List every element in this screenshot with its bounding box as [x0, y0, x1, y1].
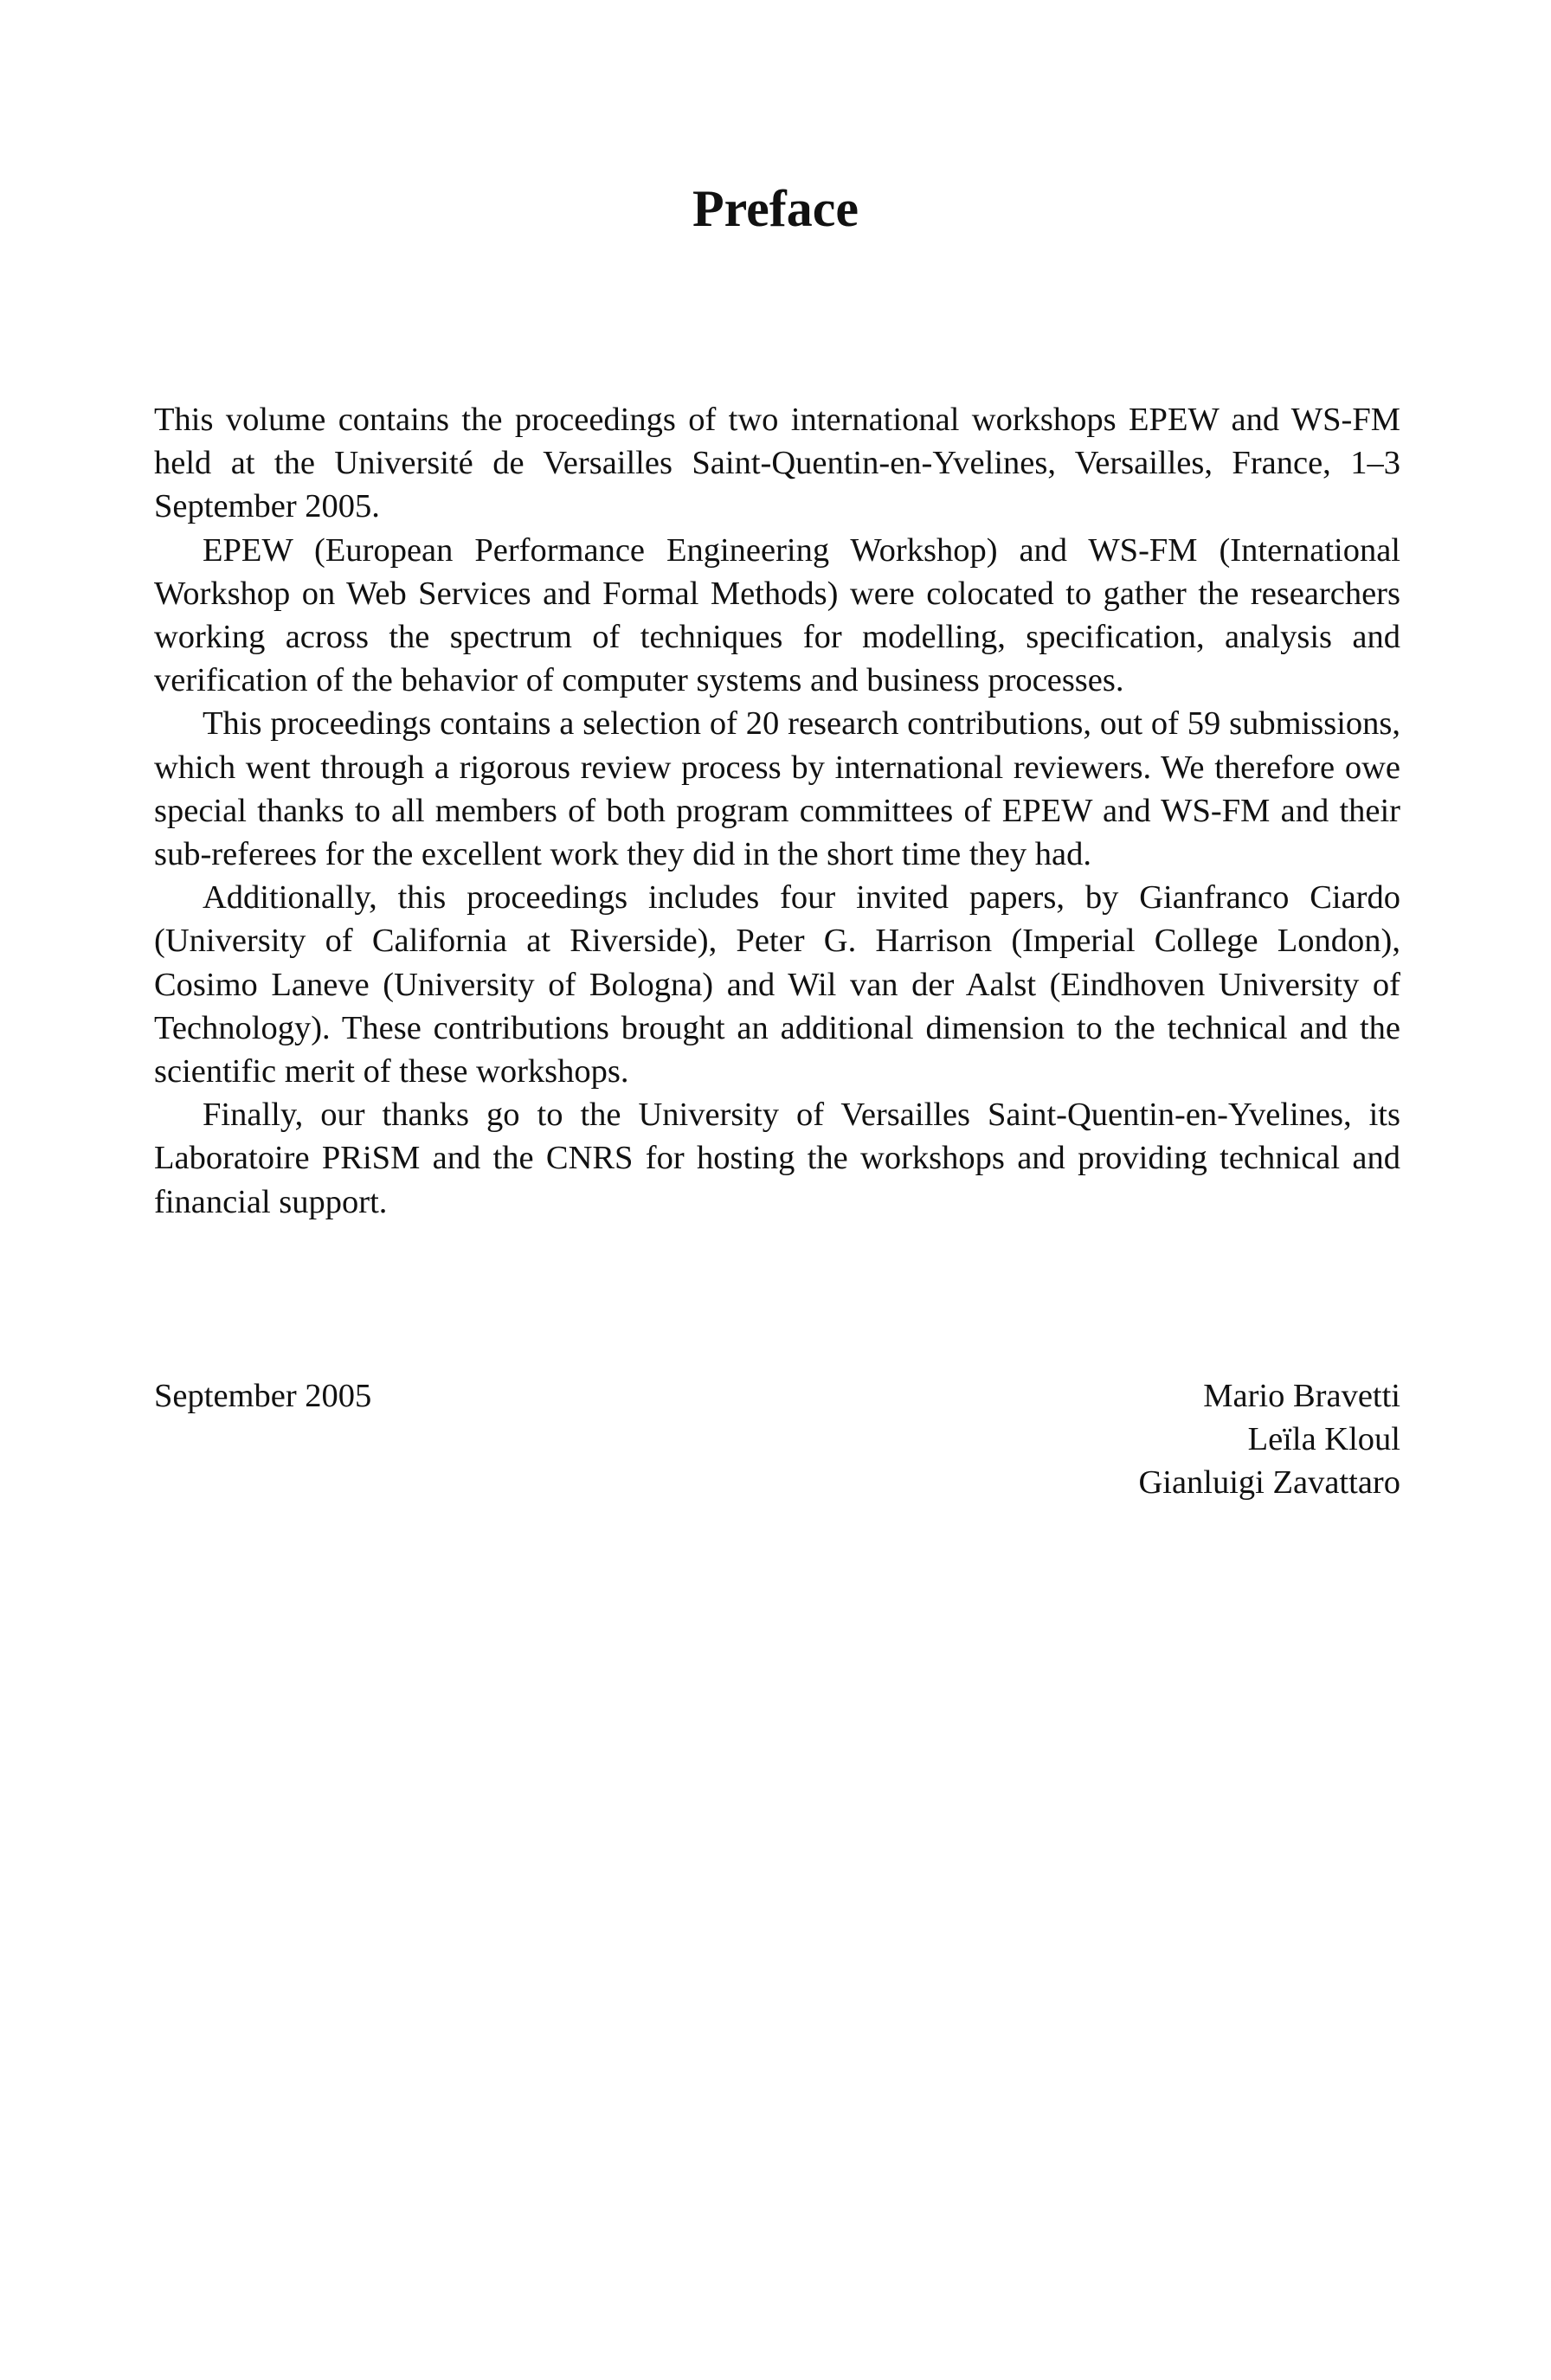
paragraph-thanks: Finally, our thanks go to the University of Versailles Saint-Quentin-en-Yvelines, its Laboratoire PRiSM and the CNRS for hosting the workshops and providing technical and financial support. — [154, 1097, 1400, 1220]
closing-date: September 2005 — [154, 1378, 372, 1414]
editors-list — [1138, 1374, 1400, 1505]
page-title: Preface — [692, 180, 859, 237]
paragraph-workshops: EPEW (European Performance Engineering Workshop) and WS-FM (International Workshop on Web Services and Formal Methods) were colocated to gather the researchers working across the spectrum of techniques for modelling, specification, analysis and verification of the behavior of computer systems and business processes. — [154, 531, 1400, 699]
paragraph-contributions: This proceedings contains a selection of 20 research contributions, out of 59 submissions, which went through a rigorous review process by international reviewers. We therefore owe special thanks to all members of both program committees of EPEW and WS-FM and their sub-referees for the excellent work they did in the short time they had. — [154, 705, 1400, 873]
paragraph-intro: This volume contains the proceedings of two international workshops EPEW and WS-FM held at the Université de Versailles Saint-Quentin-en-Yvelines, Versailles, France, 1–3 September 2005. — [154, 402, 1400, 525]
editor-name: Leïla Kloul — [1247, 1421, 1400, 1458]
editor-name: Gianluigi Zavattaro — [1138, 1464, 1400, 1502]
paragraph-invited-papers: Additionally, this proceedings includes four invited papers, by Gianfranco Ciardo (University of California at Riverside), Peter G. Harrison (Imperial College London), Cosimo Laneve (University of Bologna) and Wil van der Aalst (Eindhoven University of Technology). These contributions brought an additional dimension to the technical and the scientific merit of these workshops. — [154, 879, 1400, 1090]
editor-name: Mario Bravetti — [1203, 1378, 1400, 1414]
preface-body — [154, 398, 1400, 1224]
